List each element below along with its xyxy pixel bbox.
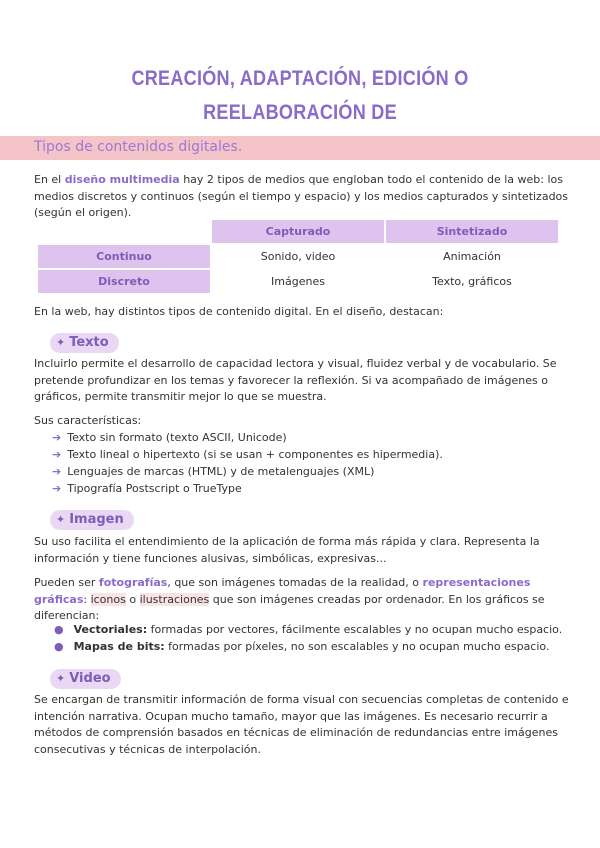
table-row	[38, 270, 558, 293]
texto-description: Incluirlo permite el desarrollo de capacidad lectora y visual, fluidez verbal y de vocabulario. Se pretende profundizar en los temas y favorecer la reflexión. Si va acompañado de imágenes o gráficos, permite transmitir mejor lo que se muestra.	[34, 357, 557, 403]
table-header-row	[38, 220, 558, 243]
list-item: ➔ Texto lineal o hipertexto (si se usan + componentes es hipermedia).	[52, 448, 443, 461]
bullet-icon: ●	[54, 640, 64, 653]
imagen-heading: ✦ Imagen	[50, 510, 134, 530]
texto-heading: ✦ Texto	[50, 333, 119, 353]
table-cell: Sonido, video	[260, 250, 336, 263]
highlight-fotografias: fotografías	[98, 576, 168, 589]
table-cell: Texto, gráficos	[432, 275, 512, 288]
list-item: ➔ Tipografía Postscript o TrueType	[52, 482, 242, 495]
arrow-icon: ➔	[52, 465, 62, 478]
list-item: ➔ Lenguajes de marcas (HTML) y de metalenguajes (XML)	[52, 465, 375, 478]
sparkle-icon: ✦	[56, 336, 66, 349]
imagen-types-paragraph: Pueden ser fotografías, que son imágenes tomadas de la realidad, o representaciones gráficas: iconos o ilustraciones que son imágenes creadas por ordenador. En los gráficos se diferencian:	[34, 576, 545, 622]
marked-iconos: iconos	[90, 592, 126, 606]
table-col-header: Sintetizado	[386, 220, 558, 243]
section-header	[0, 136, 600, 160]
table-row-header: Discreto	[38, 270, 210, 293]
list-item: ➔ Texto sin formato (texto ASCII, Unicode)	[52, 431, 287, 444]
table-row-header: Continuo	[38, 245, 210, 268]
arrow-icon: ➔	[52, 431, 62, 444]
video-description: Se encargan de transmitir información de forma visual con secuencias completas de contenido e intención narrativa. Ocupan mucho tamaño, mayor que las imágenes. Es necesario recurrir a métodos de comprensión basados en técnicas de eliminación de redundancias entre imágenes consecutivas y técnicas de interpolación.	[34, 693, 569, 756]
sparkle-icon: ✦	[56, 672, 66, 685]
title-line-1: CREACIÓN, ADAPTACIÓN, EDICIÓN O REELABORACIÓN DE	[131, 67, 469, 124]
bullet-icon: ●	[54, 623, 64, 636]
table-cell: Animación	[443, 250, 501, 263]
list-item: ● Vectoriales: formadas por vectores, fácilmente escalables y no ocupan mucho espacio.	[54, 623, 563, 636]
video-heading: ✦ Video	[50, 669, 121, 689]
table-corner	[38, 220, 210, 243]
marked-ilustraciones: ilustraciones	[139, 592, 210, 606]
texto-features-label: Sus características:	[34, 414, 142, 427]
list-item: ● Mapas de bits: formadas por píxeles, no son escalables y no ocupan mucho espacio.	[54, 640, 550, 653]
types-intro: En la web, hay distintos tipos de contenido digital. En el diseño, destacan:	[34, 305, 444, 318]
sparkle-icon: ✦	[56, 513, 66, 526]
media-types-table	[36, 218, 560, 295]
table-col-header: Capturado	[212, 220, 384, 243]
table-cell: Imágenes	[271, 275, 325, 288]
highlight-diseno-multimedia: diseño multimedia	[64, 173, 180, 186]
section-title: Tipos de contenidos digitales.	[34, 139, 243, 155]
intro-paragraph: En el diseño multimedia hay 2 tipos de medios que engloban todo el contenido de la web: los medios discretos y continuos (según el tiempo y espacio) y los medios capturados y sintetizados (según el origen).	[34, 173, 569, 219]
arrow-icon: ➔	[52, 482, 62, 495]
highlight-representaciones-graficas: representaciones gráficas	[34, 576, 531, 606]
table-row	[38, 245, 558, 268]
imagen-description: Su uso facilita el entendimiento de la aplicación de forma más rápida y clara. Representa la información y tiene funciones alusivas, simbólicas, expresivas...	[34, 535, 540, 565]
arrow-icon: ➔	[52, 448, 62, 461]
